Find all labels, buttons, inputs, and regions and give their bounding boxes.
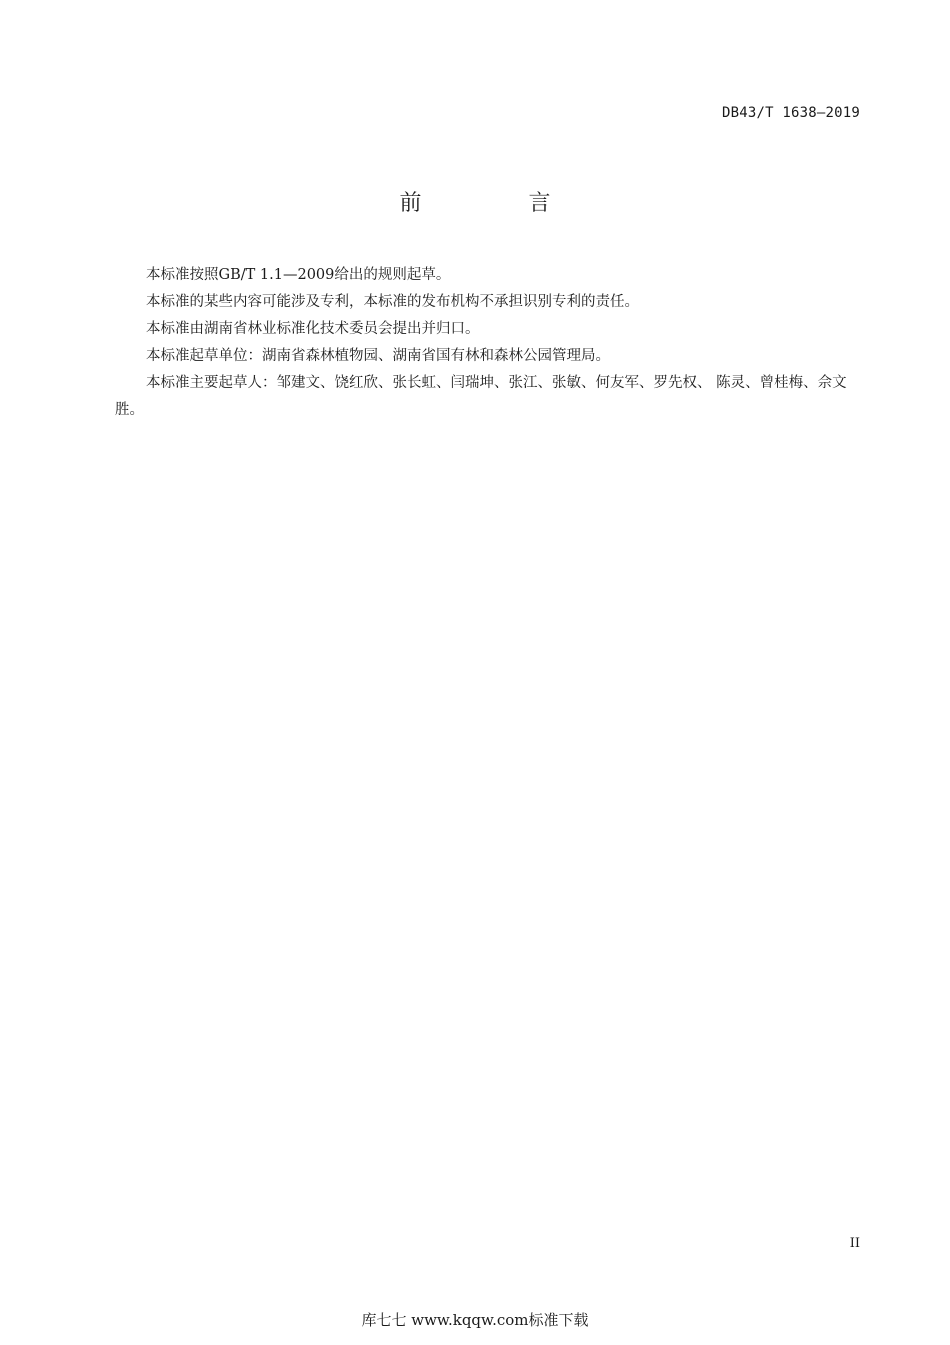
page-number: II xyxy=(849,1236,860,1251)
footer-watermark: 库七七 www.kqqw.com标准下载 xyxy=(361,1311,589,1329)
foreword-body xyxy=(115,262,860,424)
paragraph-patent-notice: 本标准的某些内容可能涉及专利，本标准的发布机构不承担识别专利的责任。 xyxy=(146,294,639,310)
page-title: 前 言 xyxy=(399,191,601,216)
paragraph-drafters: 本标准主要起草人：邹建文、饶红欣、张长虹、闫瑞坤、张江、张敏、何友军、罗先权、 陈灵、曾桂梅、佘文胜。 xyxy=(115,375,847,418)
standard-code: DB43/T 1638—2019 xyxy=(721,105,860,121)
paragraph-drafting-units: 本标准起草单位：湖南省森林植物园、湖南省国有林和森林公园管理局。 xyxy=(146,348,610,364)
paragraph-drafting-rules: 本标准按照GB/T 1.1—2009给出的规则起草。 xyxy=(146,267,451,283)
paragraph-proposer: 本标准由湖南省林业标准化技术委员会提出并归口。 xyxy=(146,321,480,337)
